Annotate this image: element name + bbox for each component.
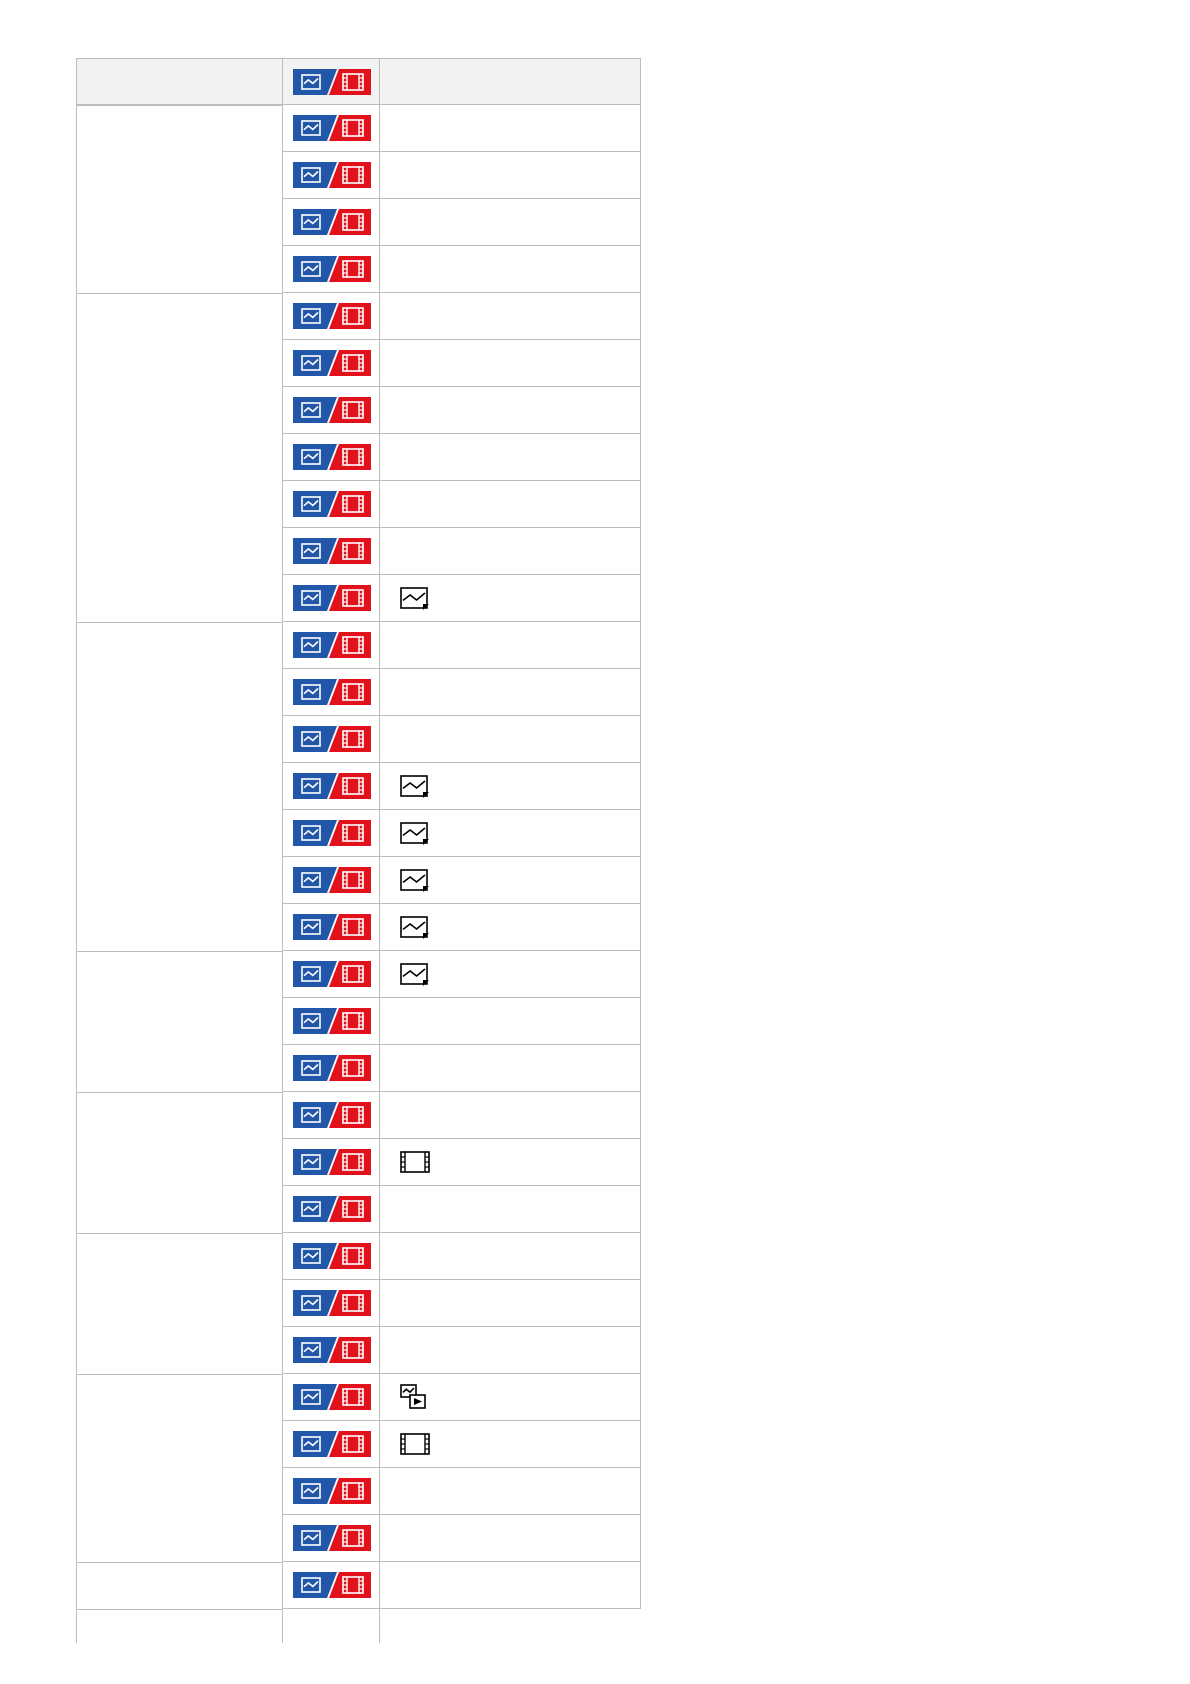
table-row [76, 152, 641, 199]
still-movie-badge-icon [293, 397, 371, 423]
table-row [76, 105, 641, 152]
item-cell [380, 1233, 641, 1280]
mode-badge-cell [282, 1139, 380, 1186]
still-movie-badge-icon [293, 773, 371, 799]
item-cell [380, 575, 641, 622]
still-movie-badge-icon [293, 209, 371, 235]
mode-badge-cell [282, 340, 380, 387]
table-row [76, 481, 641, 528]
table-row [76, 1280, 641, 1327]
mode-badge-cell [282, 1374, 380, 1421]
mode-badge-cell [282, 58, 380, 105]
mode-badge-cell [282, 1327, 380, 1374]
mode-badge-cell [282, 246, 380, 293]
still-movie-badge-icon [293, 350, 371, 376]
mode-badge-cell [282, 575, 380, 622]
table-row [76, 575, 641, 622]
movie-film-icon [399, 1431, 431, 1457]
table-row [76, 857, 641, 904]
category-cell [76, 810, 282, 857]
category-cell [76, 340, 282, 387]
category-cell [76, 387, 282, 434]
still-movie-badge-icon [293, 115, 371, 141]
still-image-icon [399, 914, 431, 940]
still-movie-badge-icon [293, 867, 371, 893]
still-movie-badge-icon [293, 1290, 371, 1316]
mode-badge-cell [282, 669, 380, 716]
category-cell [76, 434, 282, 481]
mode-badge-cell [282, 1045, 380, 1092]
item-cell [380, 1609, 641, 1643]
item-cell [380, 387, 641, 434]
table-row [76, 1515, 641, 1562]
category-cell [76, 293, 282, 340]
item-cell [380, 293, 641, 340]
item-cell [380, 1515, 641, 1562]
still-movie-badge-icon [293, 444, 371, 470]
mode-badge-cell [282, 763, 380, 810]
item-cell [380, 1045, 641, 1092]
item-cell [380, 622, 641, 669]
item-cell [380, 481, 641, 528]
table-row [76, 199, 641, 246]
settings-table [76, 58, 641, 1643]
category-cell [76, 1233, 282, 1280]
still-movie-badge-icon [293, 1102, 371, 1128]
table-row [76, 1468, 641, 1515]
item-cell [380, 1139, 641, 1186]
still-movie-badge-icon [293, 1572, 371, 1598]
table-header-row [76, 58, 641, 105]
category-cell [76, 1374, 282, 1421]
category-cell [76, 246, 282, 293]
category-cell [76, 481, 282, 528]
still-movie-badge-icon [293, 1055, 371, 1081]
category-cell [76, 1186, 282, 1233]
mode-badge-cell [282, 1092, 380, 1139]
item-cell [380, 1280, 641, 1327]
mode-badge-cell [282, 434, 380, 481]
playback-icon [399, 1383, 429, 1411]
still-movie-badge-icon [293, 1431, 371, 1457]
mode-badge-cell [282, 1421, 380, 1468]
category-cell [76, 1327, 282, 1374]
item-cell [380, 716, 641, 763]
still-movie-badge-icon [293, 491, 371, 517]
mode-badge-cell [282, 1233, 380, 1280]
table-row [76, 998, 641, 1045]
item-cell [380, 1562, 641, 1609]
item-cell [380, 105, 641, 152]
table-row [76, 1374, 641, 1421]
still-movie-badge-icon [293, 1384, 371, 1410]
category-cell [76, 1609, 282, 1643]
still-movie-badge-icon [293, 69, 371, 95]
item-cell [380, 857, 641, 904]
item-cell [380, 340, 641, 387]
category-cell [76, 105, 282, 152]
table-row [76, 1421, 641, 1468]
category-cell [76, 998, 282, 1045]
category-cell [76, 763, 282, 810]
category-cell [76, 528, 282, 575]
item-cell [380, 152, 641, 199]
still-image-icon [399, 585, 431, 611]
category-cell [76, 575, 282, 622]
mode-badge-cell [282, 1468, 380, 1515]
table-row [76, 1186, 641, 1233]
still-image-icon [399, 961, 431, 987]
mode-badge-cell [282, 105, 380, 152]
mode-badge-cell [282, 293, 380, 340]
still-movie-badge-icon [293, 961, 371, 987]
table-row [76, 810, 641, 857]
item-cell [380, 58, 641, 105]
item-cell [380, 904, 641, 951]
mode-badge-cell [282, 1609, 380, 1643]
category-cell [76, 1562, 282, 1609]
still-movie-badge-icon [293, 1525, 371, 1551]
still-movie-badge-icon [293, 256, 371, 282]
still-movie-badge-icon [293, 632, 371, 658]
item-cell [380, 1468, 641, 1515]
mode-badge-cell [282, 481, 380, 528]
item-cell [380, 1092, 641, 1139]
mode-badge-cell [282, 810, 380, 857]
still-movie-badge-icon [293, 820, 371, 846]
item-cell [380, 951, 641, 998]
item-cell [380, 199, 641, 246]
still-image-icon [399, 820, 431, 846]
category-cell [76, 199, 282, 246]
table-row [76, 1327, 641, 1374]
table-row [76, 904, 641, 951]
mode-badge-cell [282, 998, 380, 1045]
table-row [76, 434, 641, 481]
item-cell [380, 1327, 641, 1374]
movie-film-icon [399, 1149, 431, 1175]
mode-badge-cell [282, 528, 380, 575]
still-movie-badge-icon [293, 679, 371, 705]
still-movie-badge-icon [293, 914, 371, 940]
category-cell [76, 1280, 282, 1327]
table-row [76, 1045, 641, 1092]
item-cell [380, 528, 641, 575]
mode-badge-cell [282, 951, 380, 998]
table-row [76, 1233, 641, 1280]
still-image-icon [399, 867, 431, 893]
category-cell [76, 1139, 282, 1186]
table-row [76, 763, 641, 810]
table-row [76, 1092, 641, 1139]
still-image-icon [399, 773, 431, 799]
item-cell [380, 1186, 641, 1233]
table-row [76, 1562, 641, 1609]
category-cell [76, 1092, 282, 1139]
table-row [76, 293, 641, 340]
still-movie-badge-icon [293, 1337, 371, 1363]
mode-badge-cell [282, 716, 380, 763]
still-movie-badge-icon [293, 1196, 371, 1222]
still-movie-badge-icon [293, 1478, 371, 1504]
table-row [76, 246, 641, 293]
still-movie-badge-icon [293, 1243, 371, 1269]
table-row [76, 387, 641, 434]
category-cell [76, 622, 282, 669]
table-continuation [76, 1609, 641, 1643]
mode-badge-cell [282, 152, 380, 199]
still-movie-badge-icon [293, 1149, 371, 1175]
table-row [76, 340, 641, 387]
mode-badge-cell [282, 1515, 380, 1562]
table-row [76, 669, 641, 716]
mode-badge-cell [282, 1280, 380, 1327]
still-movie-badge-icon [293, 303, 371, 329]
table-row [76, 622, 641, 669]
item-cell [380, 246, 641, 293]
still-movie-badge-icon [293, 726, 371, 752]
table-row [76, 716, 641, 763]
category-cell [76, 152, 282, 199]
mode-badge-cell [282, 199, 380, 246]
category-cell [76, 951, 282, 998]
still-movie-badge-icon [293, 1008, 371, 1034]
item-cell [380, 1374, 641, 1421]
category-cell [76, 716, 282, 763]
table-row [76, 528, 641, 575]
mode-badge-cell [282, 1186, 380, 1233]
mode-badge-cell [282, 904, 380, 951]
category-cell [76, 669, 282, 716]
category-cell [76, 1468, 282, 1515]
mode-badge-cell [282, 622, 380, 669]
item-cell [380, 763, 641, 810]
mode-badge-cell [282, 387, 380, 434]
category-cell [76, 58, 282, 105]
item-cell [380, 434, 641, 481]
item-cell [380, 1421, 641, 1468]
category-cell [76, 1515, 282, 1562]
still-movie-badge-icon [293, 162, 371, 188]
category-cell [76, 857, 282, 904]
mode-badge-cell [282, 857, 380, 904]
mode-badge-cell [282, 1562, 380, 1609]
item-cell [380, 669, 641, 716]
item-cell [380, 998, 641, 1045]
table-row [76, 951, 641, 998]
still-movie-badge-icon [293, 585, 371, 611]
still-movie-badge-icon [293, 538, 371, 564]
category-cell [76, 904, 282, 951]
table-row [76, 1139, 641, 1186]
category-cell [76, 1421, 282, 1468]
category-cell [76, 1045, 282, 1092]
item-cell [380, 810, 641, 857]
